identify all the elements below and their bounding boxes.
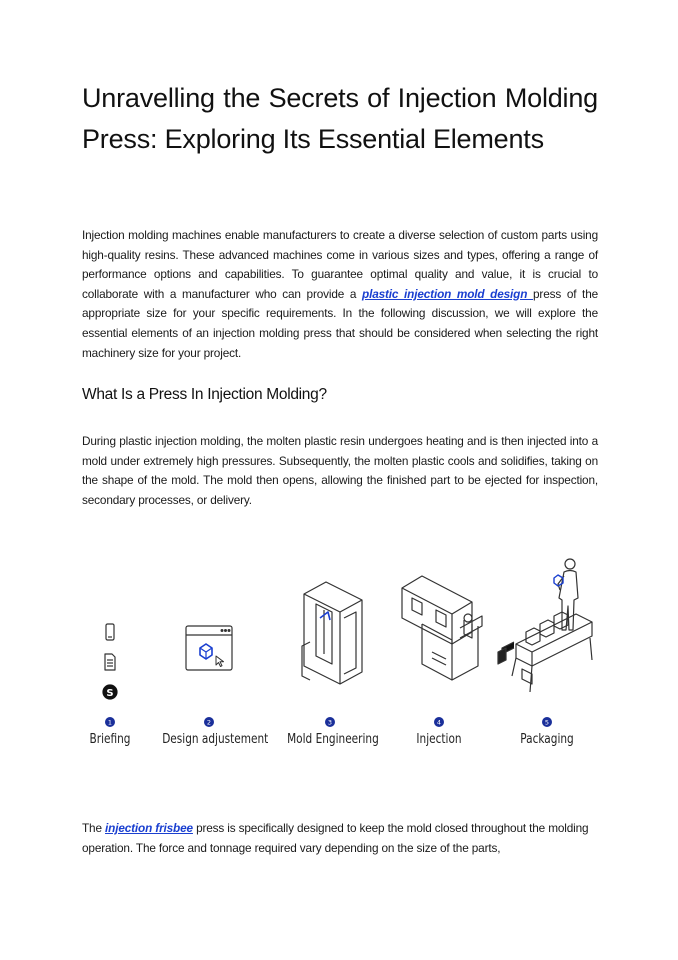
browser-window-icon: [186, 626, 232, 670]
svg-text:S: S: [106, 688, 114, 699]
mold-block-icon: [302, 582, 362, 684]
plastic-injection-mold-design-link[interactable]: plastic injection mold design: [362, 286, 534, 301]
step-number-2: 2: [206, 718, 212, 727]
closing-paragraph: [82, 819, 598, 858]
phone-icon: [106, 624, 114, 640]
intro-text-start: Injection molding machines enable manufacturers to create a diverse selection of custom parts using high-quality resins. These advanced machines come in various sizes and types, offering a range of performance options and capabilities. To guarantee optimal quality and value, it is crucial to collaborate with a manufacturer who can provide a: [82, 228, 598, 301]
packaging-line-icon: [498, 559, 592, 692]
intro-paragraph: [82, 226, 598, 363]
process-diagram: [80, 548, 600, 758]
step-number-4: 4: [436, 718, 442, 727]
step-number-1: 1: [107, 718, 113, 727]
step-number-3: 3: [327, 718, 333, 727]
closing-text-end: press is specifically designed to keep the mold closed throughout the molding operation. The force and tonnage required vary depending on the size of the parts,: [82, 821, 589, 855]
skype-icon: [103, 685, 117, 699]
intro-text-end: press of the appropriate size for your specific requirements. In the following discussion, we will explore the essential elements of an injection molding press that should be considered when selecting the right machinery size for your project.: [82, 286, 599, 360]
injection-machine-icon: [402, 576, 482, 680]
section-paragraph: During plastic injection molding, the molten plastic resin undergoes heating and is then injected into a mold under extremely high pressures. Subsequently, the molten plastic cools and solidifies, taking on the shape of the mold. The mold then opens, allowing the finished part to be ejected for inspection, secondary processes, or delivery.: [82, 434, 598, 507]
page-title: Unravelling the Secrets of Injection Molding Press: Exploring Its Essential Elements: [82, 83, 598, 154]
step-label-packaging: Packaging: [520, 731, 574, 747]
section-heading: What Is a Press In Injection Molding?: [82, 386, 327, 403]
document-icon: [105, 654, 115, 670]
step-number-5: 5: [544, 718, 550, 727]
step-label-mold-engineering: Mold Engineering: [287, 731, 379, 747]
process-illustration: [80, 548, 600, 758]
closing-text-start: The: [82, 821, 106, 835]
step-label-injection: Injection: [416, 731, 462, 747]
step-markers: [105, 717, 552, 727]
step-label-briefing: Briefing: [89, 731, 131, 747]
step-label-design-adjustement: Design adjustement: [162, 731, 269, 747]
injection-frisbee-link[interactable]: injection frisbee: [105, 821, 193, 835]
